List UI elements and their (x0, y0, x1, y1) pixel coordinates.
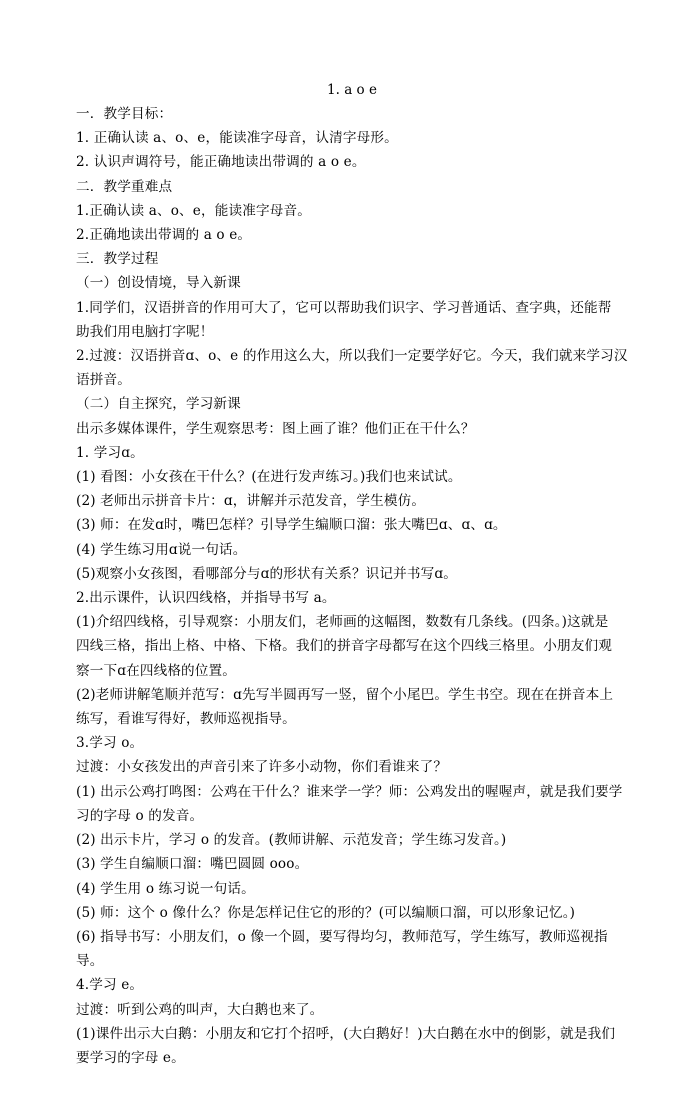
text-line: 习的字母 o 的发音。 (76, 807, 204, 824)
text-line: 四线三格，指出上格、中格、下格。我们的拼音字母都写在这个四线三格里。小朋友们观 (76, 638, 613, 655)
text-line: 3.学习 o。 (76, 735, 144, 752)
text-line: (6) 指导书写：小朋友们，o 像一个圆，要写得均匀，教师范写，学生练写，教师巡视指导。 (76, 928, 608, 970)
text-line: 察一下ɑ在四线格的位置。 (76, 662, 237, 679)
text-line: 2. 认识声调符号，能正确地读出带调的 a o e。 (76, 154, 366, 171)
document-page (76, 78, 628, 1070)
text-line: 1. 学习ɑ。 (76, 444, 144, 461)
lesson-title: 1. a o e (327, 82, 377, 98)
text-line: (2) 出示卡片，学习 o 的发音。(教师讲解、示范发音；学生练习发音。) (76, 832, 507, 849)
subsection-heading: （一）创设情境，导入新课 (76, 275, 241, 292)
section-heading: 三．教学过程 (76, 251, 159, 268)
text-line: 2.正确地读出带调的 a o e。 (76, 227, 252, 244)
text-line: 2.出示课件，认识四线格，并指导书写 a。 (76, 590, 336, 607)
text-line: 语拼音。 (76, 372, 131, 389)
text-line: (3) 师：在发ɑ时，嘴巴怎样？引导学生编顺口溜：张大嘴巴ɑ、ɑ、ɑ。 (76, 517, 507, 534)
lesson-body (76, 102, 628, 1070)
section-heading: 二．教学重难点 (76, 178, 173, 195)
text-line: (4) 学生练习用ɑ说一句话。 (76, 541, 247, 558)
text-line: 过渡：小女孩发出的声音引来了许多小动物，你们看谁来了？ (76, 759, 448, 776)
text-line: 助我们用电脑打字呢！ (76, 323, 214, 340)
text-line: (5)观察小女孩图，看哪部分与ɑ的形状有关系？识记并书写ɑ。 (76, 565, 458, 582)
text-line: 出示多媒体课件，学生观察思考：图上画了谁？他们正在干什么？ (76, 420, 475, 437)
text-line: (4) 学生用 o 练习说一句话。 (76, 880, 255, 897)
text-line: (2)老师讲解笔顺并范写：ɑ先写半圆再写一竖，留个小尾巴。学生书空。现在在拼音本上 (76, 686, 614, 703)
subsection-heading: （二）自主探究，学习新课 (76, 396, 241, 413)
text-line: 1. 正确认读 a、o、e，能读准字母音，认清字母形。 (76, 130, 398, 147)
text-line: (1) 出示公鸡打鸣图：公鸡在干什么？谁来学一学？师：公鸡发出的喔喔声，就是我们要学 (76, 783, 623, 800)
text-line: (1) 看图：小女孩在干什么？(在进行发声练习。)我们也来试试。 (76, 469, 462, 486)
text-line: 4.学习 e。 (76, 977, 144, 994)
text-line: 练写，看谁写得好，教师巡视指导。 (76, 711, 296, 728)
text-line: (5) 师：这个 o 像什么？你是怎样记住它的形的？(可以编顺口溜，可以形象记忆。) (76, 904, 576, 921)
text-line: 过渡：听到公鸡的叫声，大白鹅也来了。 (76, 1001, 324, 1018)
text-line: 1.正确认读 a、o、e，能读准字母音。 (76, 202, 311, 219)
text-line: (2) 老师出示拼音卡片：ɑ，讲解并示范发音，学生模仿。 (76, 493, 426, 510)
text-line: 2.过渡：汉语拼音ɑ、o、e 的作用这么大，所以我们一定要学好它。今天，我们就来学习汉 (76, 348, 628, 365)
text-line: 1.同学们，汉语拼音的作用可大了，它可以帮助我们识字、学习普通话、查字典，还能帮 (76, 299, 612, 316)
section-heading: 一．教学目标： (76, 106, 173, 122)
text-line: (1)介绍四线格，引导观察：小朋友们，老师画的这幅图，数数有几条线。(四条。)这就是 (76, 614, 609, 631)
text-line: (3) 学生自编顺口溜：嘴巴圆圆 ooo。 (76, 856, 309, 873)
text-line: (1)课件出示大白鹅：小朋友和它打个招呼，(大白鹅好！)大白鹅在水中的倒影，就是我们 (76, 1025, 616, 1042)
text-line: 要学习的字母 e。 (76, 1049, 185, 1066)
